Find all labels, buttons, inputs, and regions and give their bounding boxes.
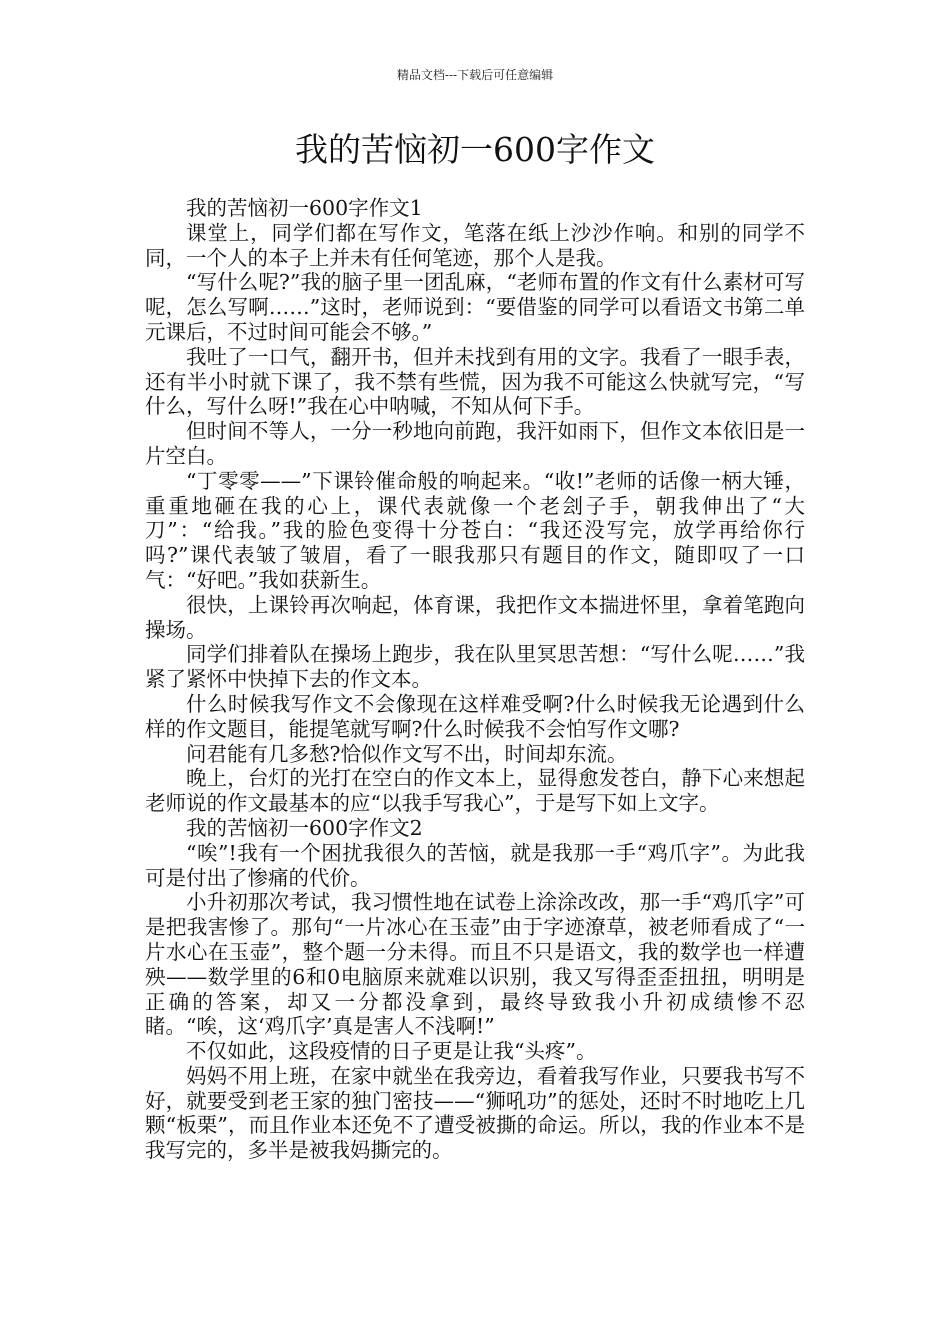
document-title: 我的苦恼初一600字作文: [295, 130, 655, 169]
paragraph: 不仅如此，这段疫情的日子更是让我“头疼”。: [186, 1039, 597, 1064]
paragraph: “丁零零——”下课铃催命般的响起来。“收!”老师的话像一柄大锤，重重地砸在我的心上，课代表就像一个老刽子手，朝我伸出了“大刀”：“给我。”我的脸色变得十分苍白：“我还没写完，放学再给你行吗?”课代表皱了皱眉，看了一眼我那只有题目的作文，随即叹了一口气：“好吧。”我如获新生。: [145, 468, 805, 592]
paragraph: 同学们排着队在操场上跑步，我在队里冥思苦想：“写什么呢……”我紧了紧怀中快掉下去的作文本。: [145, 642, 805, 692]
page-header-note: 精品文档---下载后可任意编辑: [396, 68, 554, 82]
paragraph: 小升初那次考试，我习惯性地在试卷上涂涂改改，那一手“鸡爪字”可是把我害惨了。那句“一片冰心在玉壶”由于字迹潦草，被老师看成了“一片水心在玉壶”，整个题一分未得。而且不只是语文，我的数学也一样遭殃——数学里的6和0电脑原来就难以识别，我又写得歪歪扭扭，明明是正确的答案，却又一分都没拿到，最终导致我小升初成绩惨不忍睹。“唉，这‘鸡爪字’真是害人不浅啊!”: [145, 890, 805, 1039]
paragraph: 我吐了一口气，翻开书，但并未找到有用的文字。我看了一眼手表，还有半小时就下课了，我不禁有些慌，因为我不可能这么快就写完，“写什么，写什么呀!”我在心中呐喊，不知从何下手。: [145, 344, 805, 419]
paragraph: 什么时候我写作文不会像现在这样难受啊?什么时候我无论遇到什么样的作文题目，能提笔就写啊?什么时候我不会怕写作文哪?: [145, 691, 805, 741]
essay-2-heading: 我的苦恼初一600字作文2: [186, 815, 423, 840]
paragraph: 晚上，台灯的光打在空白的作文本上，显得愈发苍白，静下心来想起老师说的作文最基本的应“以我手写我心”，于是写下如上文字。: [145, 766, 805, 816]
paragraph: 课堂上，同学们都在写作文，笔落在纸上沙沙作响。和别的同学不同，一个人的本子上并未有任何笔迹，那个人是我。: [145, 220, 805, 270]
paragraph: 问君能有几多愁?恰似作文写不出，时间却东流。: [186, 741, 628, 766]
document-body: [145, 196, 805, 1163]
paragraph: 妈妈不用上班，在家中就坐在我旁边，看着我写作业，只要我书写不好，就要受到老王家的独门密技——“狮吼功”的惩处，还时不时地吃上几颗“板栗”，而且作业本还免不了遭受被撕的命运。所以，我的作业本不是我写完的，多半是被我妈撕完的。: [145, 1063, 805, 1163]
paragraph: “写什么呢?”我的脑子里一团乱麻，“老师布置的作文有什么素材可写呢，怎么写啊……”这时，老师说到：“要借鉴的同学可以看语文书第二单元课后，不过时间可能会不够。”: [145, 270, 805, 344]
paragraph: 但时间不等人，一分一秒地向前跑，我汗如雨下，但作文本依旧是一片空白。: [145, 419, 805, 468]
paragraph: 很快，上课铃再次响起，体育课，我把作文本揣进怀里，拿着笔跑向操场。: [145, 592, 805, 642]
essay-1-heading: 我的苦恼初一600字作文1: [186, 196, 423, 220]
paragraph: “唉”!我有一个困扰我很久的苦恼，就是我那一手“鸡爪字”。为此我可是付出了惨痛的代价。: [145, 840, 805, 890]
